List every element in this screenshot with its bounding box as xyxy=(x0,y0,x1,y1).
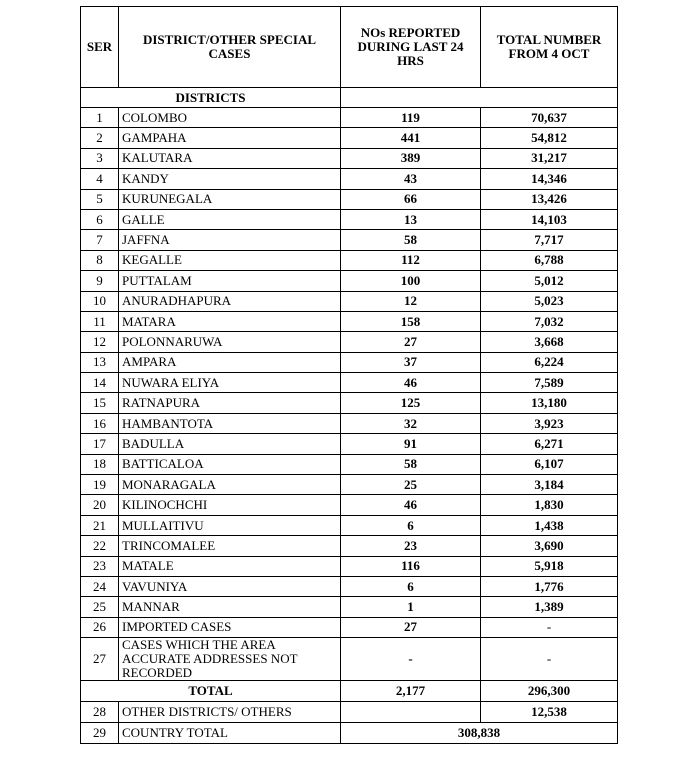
table-row xyxy=(81,250,618,270)
section-row xyxy=(81,88,618,108)
row-last24: 125 xyxy=(341,393,481,413)
table-row xyxy=(81,209,618,229)
row-last24: 58 xyxy=(341,454,481,474)
row-district-name: POLONNARUWA xyxy=(119,332,341,352)
table-row xyxy=(81,475,618,495)
row-ser: 13 xyxy=(81,352,119,372)
table-row xyxy=(81,515,618,535)
row-ser: 14 xyxy=(81,373,119,393)
other-total: 12,538 xyxy=(481,702,618,723)
header-ser: SER xyxy=(81,7,119,88)
country-total-row xyxy=(81,723,618,744)
total-cumulative: 296,300 xyxy=(481,681,618,702)
row-ser: 7 xyxy=(81,230,119,250)
row-last24: 23 xyxy=(341,536,481,556)
row-last24: 119 xyxy=(341,108,481,128)
table-row xyxy=(81,169,618,189)
row-district-name: HAMBANTOTA xyxy=(119,413,341,433)
row-last24: 58 xyxy=(341,230,481,250)
row-last24: 1 xyxy=(341,597,481,617)
row-district-name: VAVUNIYA xyxy=(119,576,341,596)
section-label: DISTRICTS xyxy=(81,88,341,108)
row-district-name: MONARAGALA xyxy=(119,475,341,495)
row-total: 5,023 xyxy=(481,291,618,311)
row-district-name: MANNAR xyxy=(119,597,341,617)
row-ser: 27 xyxy=(81,638,119,681)
table-row xyxy=(81,332,618,352)
row-district-name: BATTICALOA xyxy=(119,454,341,474)
row-total: 5,918 xyxy=(481,556,618,576)
row-ser: 2 xyxy=(81,128,119,148)
table-row xyxy=(81,108,618,128)
table-row xyxy=(81,189,618,209)
row-total: 6,224 xyxy=(481,352,618,372)
country-name: COUNTRY TOTAL xyxy=(119,723,341,744)
row-ser: 6 xyxy=(81,209,119,229)
row-district-name: RATNAPURA xyxy=(119,393,341,413)
row-total: 3,690 xyxy=(481,536,618,556)
row-last24: 46 xyxy=(341,373,481,393)
table-row xyxy=(81,271,618,291)
header-row xyxy=(81,7,618,88)
country-ser: 29 xyxy=(81,723,119,744)
row-total: 14,103 xyxy=(481,209,618,229)
row-ser: 21 xyxy=(81,515,119,535)
table-row xyxy=(81,597,618,617)
row-ser: 20 xyxy=(81,495,119,515)
row-last24: 6 xyxy=(341,576,481,596)
table-row xyxy=(81,576,618,596)
row-total: 13,180 xyxy=(481,393,618,413)
row-total: 3,184 xyxy=(481,475,618,495)
row-last24: 37 xyxy=(341,352,481,372)
row-total: 14,346 xyxy=(481,169,618,189)
table-row xyxy=(81,454,618,474)
table-row xyxy=(81,413,618,433)
row-last24: 6 xyxy=(341,515,481,535)
row-total: 6,271 xyxy=(481,434,618,454)
total-row xyxy=(81,681,618,702)
table-row xyxy=(81,230,618,250)
row-last24: 441 xyxy=(341,128,481,148)
row-ser: 19 xyxy=(81,475,119,495)
row-district-name: TRINCOMALEE xyxy=(119,536,341,556)
row-total: 1,438 xyxy=(481,515,618,535)
row-last24: 66 xyxy=(341,189,481,209)
row-ser: 9 xyxy=(81,271,119,291)
row-ser: 25 xyxy=(81,597,119,617)
other-districts-row xyxy=(81,702,618,723)
table-row xyxy=(81,556,618,576)
row-last24: 116 xyxy=(341,556,481,576)
row-ser: 4 xyxy=(81,169,119,189)
header-last24: NOs REPORTED DURING LAST 24 HRS xyxy=(341,7,481,88)
row-district-name: GALLE xyxy=(119,209,341,229)
row-district-name: MULLAITIVU xyxy=(119,515,341,535)
row-total: - xyxy=(481,638,618,681)
row-total: 7,717 xyxy=(481,230,618,250)
row-last24: 46 xyxy=(341,495,481,515)
other-ser: 28 xyxy=(81,702,119,723)
total-last24: 2,177 xyxy=(341,681,481,702)
row-ser: 18 xyxy=(81,454,119,474)
row-total: 7,589 xyxy=(481,373,618,393)
row-district-name: KILINOCHCHI xyxy=(119,495,341,515)
row-district-name: NUWARA ELIYA xyxy=(119,373,341,393)
row-ser: 23 xyxy=(81,556,119,576)
row-last24: - xyxy=(341,638,481,681)
row-last24: 100 xyxy=(341,271,481,291)
row-last24: 43 xyxy=(341,169,481,189)
row-total: 54,812 xyxy=(481,128,618,148)
row-last24: 25 xyxy=(341,475,481,495)
row-last24: 32 xyxy=(341,413,481,433)
row-district-name: IMPORTED CASES xyxy=(119,617,341,637)
other-name: OTHER DISTRICTS/ OTHERS xyxy=(119,702,341,723)
row-last24: 12 xyxy=(341,291,481,311)
row-ser: 15 xyxy=(81,393,119,413)
row-district-name: MATALE xyxy=(119,556,341,576)
row-ser: 24 xyxy=(81,576,119,596)
row-ser: 3 xyxy=(81,148,119,168)
row-district-name: KALUTARA xyxy=(119,148,341,168)
row-district-name: AMPARA xyxy=(119,352,341,372)
row-district-name: BADULLA xyxy=(119,434,341,454)
table-row xyxy=(81,128,618,148)
row-last24: 27 xyxy=(341,332,481,352)
row-total: - xyxy=(481,617,618,637)
table-row xyxy=(81,291,618,311)
table-row xyxy=(81,373,618,393)
table-row xyxy=(81,311,618,331)
row-ser: 11 xyxy=(81,311,119,331)
row-total: 6,788 xyxy=(481,250,618,270)
table-row xyxy=(81,434,618,454)
row-ser: 26 xyxy=(81,617,119,637)
total-label: TOTAL xyxy=(81,681,341,702)
row-last24: 13 xyxy=(341,209,481,229)
other-last24 xyxy=(341,702,481,723)
row-last24: 158 xyxy=(341,311,481,331)
row-last24: 27 xyxy=(341,617,481,637)
table-row xyxy=(81,393,618,413)
district-cases-table xyxy=(80,6,618,744)
row-district-name: JAFFNA xyxy=(119,230,341,250)
section-empty xyxy=(341,88,618,108)
header-district: DISTRICT/OTHER SPECIAL CASES xyxy=(119,7,341,88)
row-ser: 8 xyxy=(81,250,119,270)
row-total: 6,107 xyxy=(481,454,618,474)
row-ser: 10 xyxy=(81,291,119,311)
row-total: 31,217 xyxy=(481,148,618,168)
table-row xyxy=(81,495,618,515)
row-ser: 1 xyxy=(81,108,119,128)
row-district-name: COLOMBO xyxy=(119,108,341,128)
row-district-name: ANURADHAPURA xyxy=(119,291,341,311)
row-district-name: GAMPAHA xyxy=(119,128,341,148)
row-last24: 112 xyxy=(341,250,481,270)
row-total: 5,012 xyxy=(481,271,618,291)
row-ser: 5 xyxy=(81,189,119,209)
table-row xyxy=(81,638,618,681)
row-district-name: MATARA xyxy=(119,311,341,331)
row-total: 3,923 xyxy=(481,413,618,433)
row-total: 1,830 xyxy=(481,495,618,515)
row-total: 1,389 xyxy=(481,597,618,617)
row-ser: 17 xyxy=(81,434,119,454)
row-district-name: KANDY xyxy=(119,169,341,189)
row-total: 7,032 xyxy=(481,311,618,331)
row-total: 13,426 xyxy=(481,189,618,209)
row-district-name: KURUNEGALA xyxy=(119,189,341,209)
table-row xyxy=(81,352,618,372)
row-total: 1,776 xyxy=(481,576,618,596)
row-last24: 389 xyxy=(341,148,481,168)
row-district-name: KEGALLE xyxy=(119,250,341,270)
country-total: 308,838 xyxy=(341,723,618,744)
row-district-name: PUTTALAM xyxy=(119,271,341,291)
table-row xyxy=(81,536,618,556)
row-ser: 12 xyxy=(81,332,119,352)
row-ser: 16 xyxy=(81,413,119,433)
row-total: 3,668 xyxy=(481,332,618,352)
row-last24: 91 xyxy=(341,434,481,454)
row-ser: 22 xyxy=(81,536,119,556)
table-row xyxy=(81,617,618,637)
header-total: TOTAL NUMBER FROM 4 OCT xyxy=(481,7,618,88)
row-district-name: CASES WHICH THE AREA ACCURATE ADDRESSES NOT RECORDED xyxy=(119,638,341,681)
table-row xyxy=(81,148,618,168)
row-total: 70,637 xyxy=(481,108,618,128)
